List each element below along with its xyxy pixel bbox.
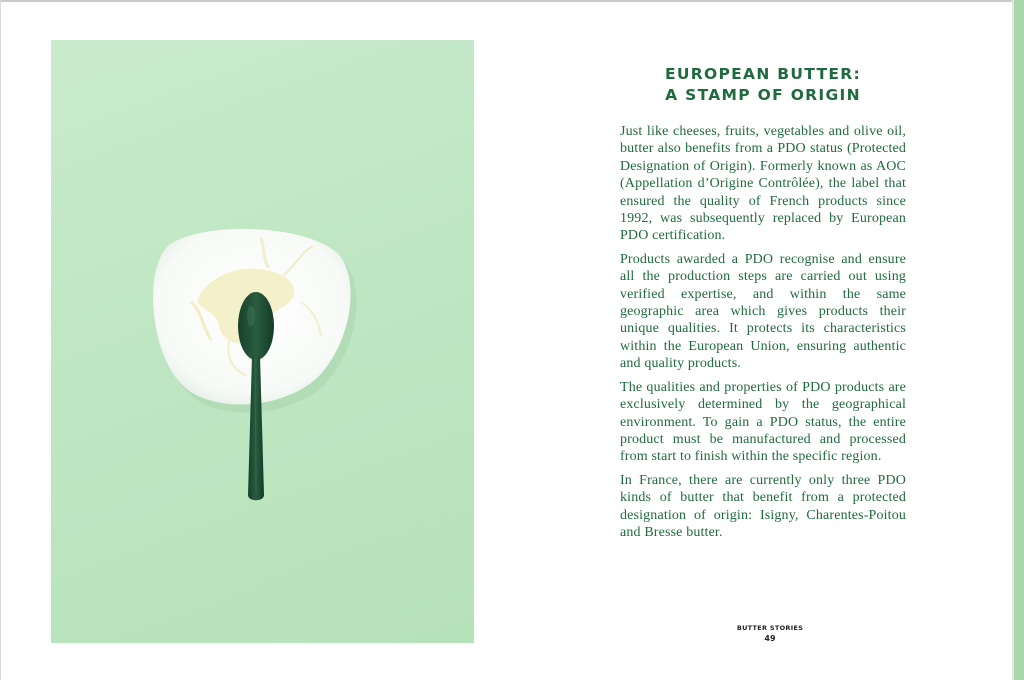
article-paragraph: Products awarded a PDO recognise and ensure all the production steps are carried out using verified expertise, and within the same geographic area which gives products their unique qualities. It protects its characteristics within the European Union, ensuring authentic and quality products. [620,251,906,372]
article [620,64,906,547]
article-title-line-2: A STAMP OF ORIGIN [665,86,861,104]
page-top-edge [0,0,1024,2]
page-number: 49 [764,634,776,643]
article-paragraph: The qualities and properties of PDO products are exclusively determined by the geographical environment. To gain a PDO status, the entire product must be manufactured and processed from start to finish within the specific region. [620,379,906,465]
spoon-bowl [238,292,274,360]
article-title-line-1: EUROPEAN BUTTER: [664,65,862,83]
page-left-edge [0,0,1,680]
article-paragraph: In France, there are currently only three PDO kinds of butter that benefit from a protected designation of origin: Isigny, Charentes-Poitou and Bresse butter. [620,472,906,540]
butter-plate-photo [51,40,474,643]
plate-with-spoon-illustration [51,40,474,643]
next-page-edge [1014,0,1024,680]
article-paragraph: Just like cheeses, fruits, vegetables and olive oil, butter also benefits from a PDO status (Protected Designation of Origin). Formerly known as AOC (Appellation d’Origine Contrôlée), the label that ensured the quality of French products since 1992, was subsequently replaced by European PDO certification. [620,124,906,244]
running-footer-title: BUTTER STORIES [736,624,804,632]
article-title [620,64,906,106]
page-folio [720,624,820,644]
